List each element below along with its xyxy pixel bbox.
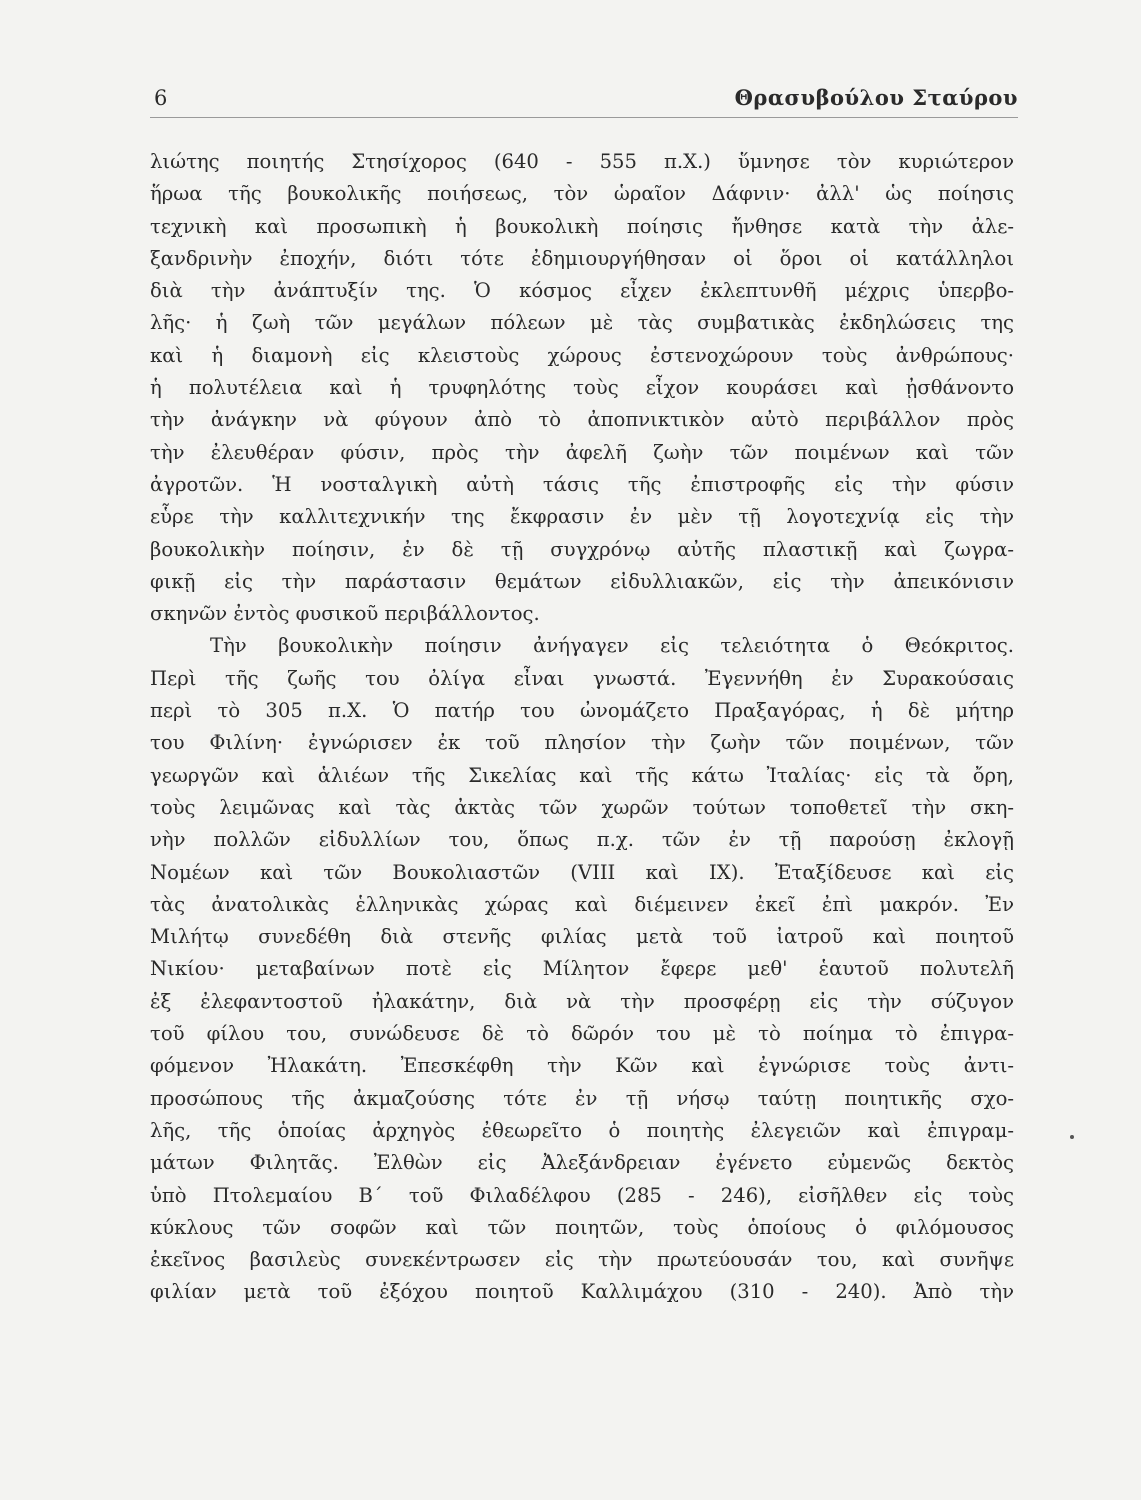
text-line: βουκολικὴν ποίησιν, ἐν δὲ τῇ συγχρόνῳ αὐτῆς πλαστικῇ καὶ ζωγρα- [150, 537, 1014, 561]
text-line: τὴν ἐλευθέραν φύσιν, πρὸς τὴν ἀφελῆ ζωὴν τῶν ποιμένων καὶ τῶν [150, 440, 1014, 464]
text-line: Τὴν βουκολικὴν ποίησιν ἀνήγαγεν εἰς τελειότητα ὁ Θεόκριτος. [210, 634, 1014, 658]
text-line: ἥρωα τῆς βουκολικῆς ποιήσεως, τὸν ὡραῖον Δάφνιν· ἀλλ' ὡς ποίησις [150, 182, 1014, 206]
text-line: τὰς ἀνατολικὰς ἑλληνικὰς χώρας καὶ διέμεινεν ἐκεῖ ἐπὶ μακρόν. Ἐν [150, 892, 1014, 916]
page-header [150, 82, 1018, 112]
page-number: 6 [154, 86, 168, 110]
text-line: φόμενον Ἠλακάτη. Ἐπεσκέφθη τὴν Κῶν καὶ ἐγνώρισε τοὺς ἀντι- [150, 1054, 1014, 1078]
text-line: ἡ πολυτέλεια καὶ ἡ τρυφηλότης τοὺς εἶχον κουράσει καὶ ᾐσθάνοντο [150, 376, 1014, 400]
text-line: φιλίαν μετὰ τοῦ ἐξόχου ποιητοῦ Καλλιμάχου (310 - 240). Ἀπὸ τὴν [150, 1280, 1014, 1304]
text-line: τοῦ φίλου του, συνώδευσε δὲ τὸ δῶρόν του μὲ τὸ ποίημα τὸ ἐπιγρα- [150, 1022, 1014, 1046]
text-line: ξανδρινὴν ἐποχήν, διότι τότε ἐδημιουργήθησαν οἱ ὅροι οἱ κατάλληλοι [150, 246, 1014, 270]
text-line: Περὶ τῆς ζωῆς του ὀλίγα εἶναι γνωστά. Ἐγεννήθη ἐν Συρακούσαις [150, 666, 1014, 690]
text-line: γεωργῶν καὶ ἁλιέων τῆς Σικελίας καὶ τῆς κάτω Ἰταλίας· εἰς τὰ ὄρη, [150, 763, 1014, 787]
text-line: Νικίου· μεταβαίνων ποτὲ εἰς Μίλητον ἔφερε μεθ' ἑαυτοῦ πολυτελῆ [150, 957, 1014, 981]
text-line: φικῇ εἰς τὴν παράστασιν θεμάτων εἰδυλλιακῶν, εἰς τὴν ἀπεικόνισιν [150, 569, 1014, 593]
text-line: ἀγροτῶν. Ἡ νοσταλγικὴ αὐτὴ τάσις τῆς ἐπιστροφῆς εἰς τὴν φύσιν [150, 472, 1014, 496]
text-line: τοὺς λειμῶνας καὶ τὰς ἀκτὰς τῶν χωρῶν τούτων τοποθετεῖ τὴν σκη- [150, 795, 1014, 819]
text-line: Νομέων καὶ τῶν Βουκολιαστῶν (VIII καὶ IX). Ἐταξίδευσε καὶ εἰς [150, 860, 1014, 884]
text-line: εὗρε τὴν καλλιτεχνικήν της ἔκφρασιν ἐν μὲν τῇ λογοτεχνίᾳ εἰς τὴν [150, 505, 1014, 529]
text-line: Μιλήτῳ συνεδέθη διὰ στενῆς φιλίας μετὰ τοῦ ἰατροῦ καὶ ποιητοῦ [150, 925, 1014, 949]
text-line: λῆς, τῆς ὁποίας ἀρχηγὸς ἐθεωρεῖτο ὁ ποιητὴς ἐλεγειῶν καὶ ἐπιγραμ- [150, 1118, 1014, 1142]
text-line: σκηνῶν ἐντὸς φυσικοῦ περιβάλλοντος. [150, 602, 540, 626]
text-line: λῆς· ἡ ζωὴ τῶν μεγάλων πόλεων μὲ τὰς συμβατικὰς ἐκδηλώσεις της [150, 311, 1014, 335]
text-line: περὶ τὸ 305 π.Χ. Ὁ πατήρ του ὠνομάζετο Πραξαγόρας, ἡ δὲ μήτηρ [150, 699, 1014, 723]
body-text [150, 146, 1014, 1309]
running-title: Θρασυβούλου Σταύρου [734, 85, 1018, 110]
text-line: καὶ ἡ διαμονὴ εἰς κλειστοὺς χώρους ἐστενοχώρουν τοὺς ἀνθρώπους· [150, 343, 1014, 367]
text-line: ἐξ ἐλεφαντοστοῦ ἠλακάτην, διὰ νὰ τὴν προσφέρῃ εἰς τὴν σύζυγον [150, 989, 1014, 1013]
text-line: προσώπους τῆς ἀκμαζούσης τότε ἐν τῇ νήσῳ ταύτῃ ποιητικῆς σχο- [150, 1086, 1014, 1110]
header-rule [150, 117, 1018, 118]
text-line: κύκλους τῶν σοφῶν καὶ τῶν ποιητῶν, τοὺς ὁποίους ὁ φιλόμουσος [150, 1215, 1014, 1239]
text-line: λιώτης ποιητής Στησίχορος (640 - 555 π.Χ.) ὕμνησε τὸν κυριώτερον [150, 150, 1014, 173]
margin-speck [1070, 1135, 1074, 1139]
text-line: ὑπὸ Πτολεμαίου Β΄ τοῦ Φιλαδέλφου (285 - 246), εἰσῆλθεν εἰς τοὺς [150, 1183, 1014, 1207]
text-line: μάτων Φιλητᾶς. Ἐλθὼν εἰς Ἀλεξάνδρειαν ἐγένετο εὐμενῶς δεκτὸς [150, 1151, 1014, 1175]
text-line: του Φιλίνη· ἐγνώρισεν ἐκ τοῦ πλησίον τὴν ζωὴν τῶν ποιμένων, τῶν [150, 731, 1014, 755]
text-line: τεχνικὴ καὶ προσωπικὴ ἡ βουκολικὴ ποίησις ἤνθησε κατὰ τὴν ἀλε- [150, 214, 1014, 238]
text-line: νὴν πολλῶν εἰδυλλίων του, ὅπως π.χ. τῶν ἐν τῇ παρούσῃ ἐκλογῇ [150, 828, 1014, 852]
text-line: διὰ τὴν ἀνάπτυξίν της. Ὁ κόσμος εἶχεν ἐκλεπτυνθῆ μέχρις ὑπερβο- [150, 279, 1014, 303]
text-line: τὴν ἀνάγκην νὰ φύγουν ἀπὸ τὸ ἀποπνικτικὸν αὐτὸ περιβάλλον πρὸς [150, 408, 1014, 432]
text-line: ἐκεῖνος βασιλεὺς συνεκέντρωσεν εἰς τὴν πρωτεύουσάν του, καὶ συνῆψε [150, 1248, 1014, 1272]
